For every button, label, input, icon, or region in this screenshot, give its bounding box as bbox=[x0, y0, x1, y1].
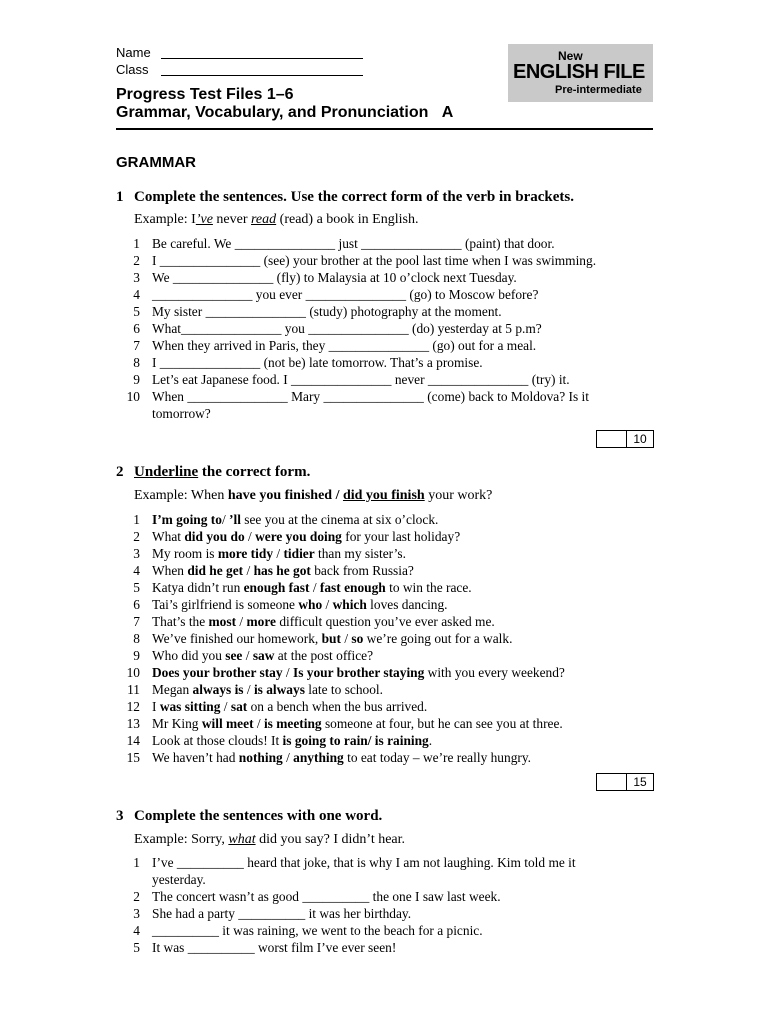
q2-option[interactable]: did he get bbox=[187, 563, 244, 578]
q2-text-part: than my sister’s. bbox=[314, 546, 406, 561]
q3-item-number: 2 bbox=[133, 889, 140, 904]
q2-item-text bbox=[152, 511, 632, 528]
q3-example bbox=[134, 832, 405, 848]
test-subtitle bbox=[116, 104, 453, 122]
q2-text-part: Tai’s girlfriend is someone bbox=[152, 597, 299, 612]
q2-text-part: I bbox=[152, 699, 160, 714]
q2-score-box bbox=[596, 773, 654, 791]
q2-option[interactable]: Does your brother stay bbox=[152, 665, 283, 680]
q2-text-part: / bbox=[322, 597, 333, 612]
q2-number: 2 bbox=[116, 464, 124, 480]
q2-text-part: That’s the bbox=[152, 614, 209, 629]
q2-option[interactable]: enough fast bbox=[243, 580, 310, 595]
q2-item-number: 6 bbox=[133, 597, 140, 612]
q1-item-text[interactable]: We _______________ (fly) to Malaysia at 10 o’clock next Tuesday. bbox=[152, 270, 517, 285]
q2-option[interactable]: nothing bbox=[238, 750, 283, 765]
name-field[interactable] bbox=[161, 58, 363, 59]
q2-option[interactable]: ’ll bbox=[229, 512, 241, 527]
q1-example-answer1: ’ve bbox=[195, 212, 213, 227]
q2-option[interactable]: fast enough bbox=[319, 580, 386, 595]
q1-item-number: 6 bbox=[133, 321, 140, 336]
q3-item-text[interactable]: The concert wasn’t as good __________ the one I saw last week. bbox=[152, 889, 501, 904]
q2-item-text bbox=[152, 647, 632, 664]
q2-option[interactable]: did you do bbox=[184, 529, 245, 544]
q1-example-suffix: (read) a book in English. bbox=[276, 212, 419, 227]
q2-text-part: / bbox=[309, 580, 320, 595]
q2-text-part: / bbox=[282, 665, 293, 680]
q2-text-part: We’ve finished our homework, bbox=[152, 631, 322, 646]
q2-option[interactable]: who bbox=[298, 597, 323, 612]
q1-instruction: Complete the sentences. Use the correct form of the verb in brackets. bbox=[134, 189, 575, 205]
q1-item-number: 3 bbox=[133, 270, 140, 285]
q2-instruction bbox=[134, 464, 310, 481]
q1-item-text[interactable]: When _______________ Mary _______________ (come) back to Moldova? Is it tomorrow? bbox=[152, 389, 589, 421]
q3-number: 3 bbox=[116, 808, 124, 824]
q2-text-part: loves dancing. bbox=[366, 597, 448, 612]
q1-example-prefix: Example: I bbox=[134, 212, 196, 227]
q2-text-part: / bbox=[236, 614, 247, 629]
q2-item-number: 8 bbox=[133, 631, 140, 646]
q2-text-part: When bbox=[152, 563, 188, 578]
q2-text-part: Katya didn’t run bbox=[152, 580, 244, 595]
q2-option[interactable]: Is your brother staying bbox=[292, 665, 425, 680]
q1-item-text[interactable]: _______________ you ever _______________ (go) to Moscow before? bbox=[152, 287, 539, 302]
q2-text-part: . bbox=[428, 733, 433, 748]
q1-score-box bbox=[596, 430, 654, 448]
q2-score-total: 15 bbox=[626, 774, 653, 790]
q3-example-answer: what bbox=[228, 832, 256, 847]
q2-text-part: to eat today – we’re really hungry. bbox=[343, 750, 532, 765]
q2-text-part: / bbox=[243, 563, 254, 578]
q3-instruction: Complete the sentences with one word. bbox=[134, 808, 383, 824]
q1-item-text[interactable]: When they arrived in Paris, they _______________ (go) out for a meal. bbox=[152, 338, 537, 353]
q1-score-total: 10 bbox=[626, 431, 653, 447]
q2-text-part: / bbox=[244, 529, 256, 544]
class-label: Class bbox=[116, 62, 149, 77]
q2-item-text bbox=[152, 715, 632, 732]
q2-option[interactable]: was sitting bbox=[159, 699, 221, 714]
q2-option[interactable]: most bbox=[208, 614, 237, 629]
q1-item-text[interactable]: I _______________ (not be) late tomorrow. That’s a promise. bbox=[152, 355, 483, 370]
q2-option[interactable]: has he got bbox=[253, 563, 311, 578]
q2-option[interactable]: anything bbox=[293, 750, 344, 765]
subtitle-text: Grammar, Vocabulary, and Pronunciation bbox=[116, 104, 429, 121]
test-version: A bbox=[441, 104, 454, 121]
q2-text-part: / bbox=[273, 546, 284, 561]
q2-option[interactable]: tidier bbox=[283, 546, 315, 561]
q2-item-text bbox=[152, 579, 632, 596]
q2-text-part: we’re going out for a walk. bbox=[363, 631, 513, 646]
q1-item-text[interactable]: My sister _______________ (study) photography at the moment. bbox=[152, 304, 502, 319]
q2-text-part: see you at the cinema at six o’clock. bbox=[240, 512, 439, 527]
q2-option[interactable]: more tidy bbox=[217, 546, 274, 561]
q2-text-part: My room is bbox=[152, 546, 218, 561]
q2-text-part: Who did you bbox=[152, 648, 226, 663]
q2-item-number: 5 bbox=[133, 580, 140, 595]
q2-item-number: 9 bbox=[133, 648, 140, 663]
q2-example-option1: have you finished bbox=[227, 488, 333, 503]
q1-item-number: 8 bbox=[133, 355, 140, 370]
q3-item-number: 3 bbox=[133, 906, 140, 921]
q2-item-text bbox=[152, 681, 632, 698]
q2-option[interactable]: saw bbox=[252, 648, 275, 663]
q2-item-number: 11 bbox=[127, 682, 140, 697]
q2-text-part: / bbox=[242, 648, 253, 663]
q2-text-part: / bbox=[340, 631, 352, 646]
q2-text-part: What bbox=[152, 529, 185, 544]
q2-option[interactable]: always is bbox=[192, 682, 244, 697]
q3-item-number: 5 bbox=[133, 940, 140, 955]
q2-item-number: 14 bbox=[126, 733, 140, 748]
q2-instruction-rest: the correct form. bbox=[198, 464, 311, 480]
q2-item-text bbox=[152, 698, 632, 715]
header-divider bbox=[116, 128, 653, 130]
q2-example-sep: / bbox=[332, 488, 343, 503]
q2-option[interactable]: which bbox=[332, 597, 367, 612]
q2-item-text bbox=[152, 562, 632, 579]
q2-option[interactable]: more bbox=[246, 614, 276, 629]
q2-text-part: to win the race. bbox=[385, 580, 472, 595]
q1-example bbox=[134, 212, 418, 228]
q2-text-part: Mr King bbox=[152, 716, 202, 731]
q1-item-text[interactable]: Be careful. We _______________ just _______________ (paint) that door. bbox=[152, 236, 555, 251]
q2-text-part: / bbox=[282, 750, 294, 765]
q2-text-part: / bbox=[253, 716, 264, 731]
q1-item-number: 2 bbox=[133, 253, 140, 268]
q2-example bbox=[134, 488, 492, 504]
q3-item-text[interactable]: __________ it was raining, we went to the beach for a picnic. bbox=[152, 923, 483, 938]
logo-new: New bbox=[558, 49, 583, 63]
q2-text-part: Look at those clouds! It bbox=[152, 733, 283, 748]
q3-item-number: 4 bbox=[133, 923, 140, 938]
logo-level: Pre-intermediate bbox=[555, 84, 642, 96]
q2-item-number: 2 bbox=[133, 529, 140, 544]
class-field[interactable] bbox=[161, 75, 363, 76]
q1-item-number: 4 bbox=[133, 287, 140, 302]
q2-item-text bbox=[152, 749, 632, 766]
q2-option[interactable]: but bbox=[321, 631, 341, 646]
q2-item-text bbox=[152, 664, 632, 681]
q2-item-text bbox=[152, 630, 632, 647]
q1-item-number: 5 bbox=[133, 304, 140, 319]
q2-item-text bbox=[152, 545, 632, 562]
logo-brand: ENGLISH FILE bbox=[513, 61, 645, 83]
q2-text-part: for your last holiday? bbox=[341, 529, 461, 544]
q2-option[interactable]: were you doing bbox=[255, 529, 342, 544]
q2-option[interactable]: see bbox=[225, 648, 243, 663]
q2-option[interactable]: is going to rain/ is raining bbox=[282, 733, 429, 748]
q3-item-text[interactable]: She had a party __________ it was her birthday. bbox=[152, 906, 412, 921]
q2-example-suffix: your work? bbox=[424, 488, 493, 503]
q1-number: 1 bbox=[116, 189, 124, 205]
section-title: GRAMMAR bbox=[116, 154, 196, 171]
q2-item-number: 10 bbox=[126, 665, 140, 680]
q3-item-number: 1 bbox=[133, 855, 140, 870]
q2-item-text bbox=[152, 732, 632, 749]
name-label: Name bbox=[116, 45, 151, 60]
q2-text-part: at the post office? bbox=[274, 648, 374, 663]
q2-text-part: difficult question you’ve ever asked me. bbox=[275, 614, 495, 629]
q2-text-part: / bbox=[243, 682, 254, 697]
q1-item-number: 1 bbox=[133, 236, 140, 251]
q2-text-part: Megan bbox=[152, 682, 193, 697]
q1-item-text[interactable]: I _______________ (see) your brother at the pool last time when I was swimming. bbox=[152, 253, 597, 268]
q2-item-number: 13 bbox=[126, 716, 140, 731]
q3-item-text[interactable]: It was __________ worst film I’ve ever seen! bbox=[152, 940, 397, 955]
q1-example-answer2: read bbox=[251, 212, 277, 227]
q2-item-number: 4 bbox=[133, 563, 140, 578]
q3-example-suffix: did you say? I didn’t hear. bbox=[255, 832, 406, 847]
q2-text-part: someone at four, but he can see you at three. bbox=[321, 716, 563, 731]
q2-item-text bbox=[152, 596, 632, 613]
q3-example-prefix: Example: Sorry, bbox=[134, 832, 229, 847]
q2-option[interactable]: I’m going to bbox=[152, 512, 222, 527]
q2-option[interactable]: will meet bbox=[201, 716, 254, 731]
q2-item-number: 1 bbox=[133, 512, 140, 527]
q2-text-part: back from Russia? bbox=[310, 563, 414, 578]
q1-example-mid: never bbox=[212, 212, 251, 227]
q2-item-number: 7 bbox=[133, 614, 140, 629]
q2-option[interactable]: is always bbox=[253, 682, 305, 697]
q1-item-text[interactable]: Let’s eat Japanese food. I _______________ never _______________ (try) it. bbox=[152, 372, 570, 387]
q2-text-part: on a bench when the bus arrived. bbox=[247, 699, 428, 714]
q2-text-part: We haven’t had bbox=[152, 750, 239, 765]
q2-instruction-underline: Underline bbox=[134, 464, 199, 480]
q2-item-number: 15 bbox=[126, 750, 140, 765]
q1-item-number: 7 bbox=[133, 338, 140, 353]
test-title: Progress Test Files 1–6 bbox=[116, 86, 294, 103]
english-file-logo bbox=[508, 44, 653, 102]
q1-item-number: 9 bbox=[133, 372, 140, 387]
q2-item-text bbox=[152, 613, 632, 630]
q2-example-option2: did you finish bbox=[342, 488, 425, 503]
q2-example-prefix: Example: When bbox=[134, 488, 228, 503]
q2-option[interactable]: is meeting bbox=[263, 716, 322, 731]
q2-option[interactable]: so bbox=[351, 631, 364, 646]
q1-item-number: 10 bbox=[126, 389, 140, 404]
q2-text-part: late to school. bbox=[304, 682, 384, 697]
q2-item-number: 12 bbox=[126, 699, 140, 714]
q2-option[interactable]: sat bbox=[230, 699, 248, 714]
q2-text-part: with you every weekend? bbox=[424, 665, 565, 680]
q3-item-text[interactable]: I’ve __________ heard that joke, that is why I am not laughing. Kim told me it yesterday. bbox=[152, 855, 576, 887]
q2-item-number: 3 bbox=[133, 546, 140, 561]
q2-item-text bbox=[152, 528, 632, 545]
q1-item-text[interactable]: What_______________ you _______________ (do) yesterday at 5 p.m? bbox=[152, 321, 542, 336]
q2-text-part: / bbox=[221, 512, 230, 527]
q2-text-part: / bbox=[220, 699, 231, 714]
